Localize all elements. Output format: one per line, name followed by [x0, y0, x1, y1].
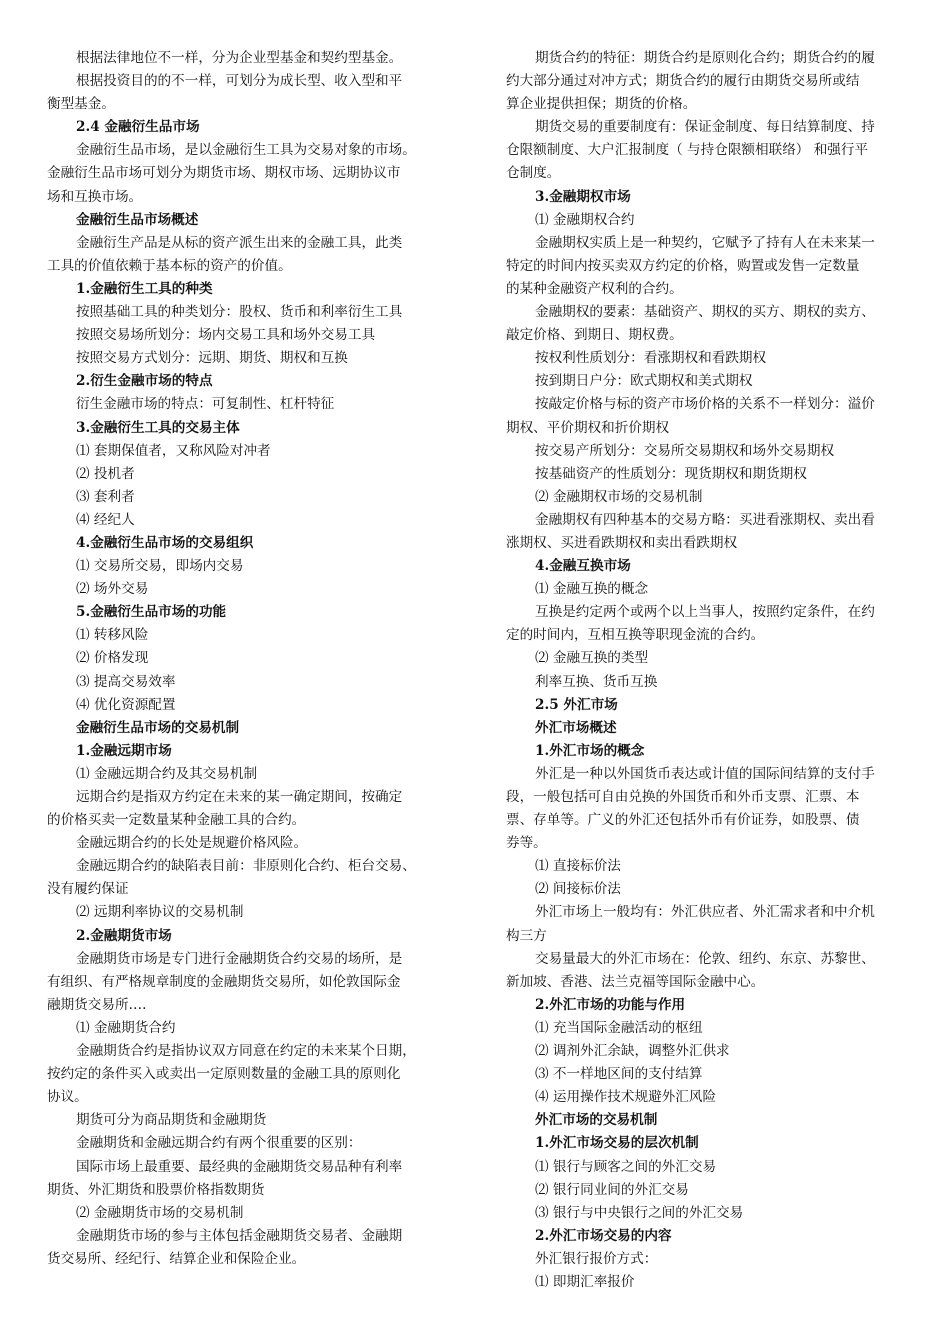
left-text-column [47, 47, 455, 1271]
text-line: 互换是约定两个或两个以上当事人，按照约定条件，在约 [535, 604, 875, 621]
text-line: 外汇是一种以外国货币表达或计值的国际间结算的支付手 [535, 765, 875, 782]
section-heading: 4.金融互换市场 [535, 558, 631, 575]
text-line: ⑴ 直接标价法 [535, 858, 621, 875]
text-line: 约大部分通过对冲方式；期货合约的履行由期货交易所或结 [506, 73, 860, 90]
text-line: 根据法律地位不一样，分为企业型基金和契约型基金。 [76, 50, 403, 66]
section-heading: 1.金融远期市场 [76, 742, 172, 759]
text-line: 仓制度。 [506, 165, 561, 182]
text-line: 按约定的条件买入或卖出一定原则数量的金融工具的原则化 [47, 1066, 401, 1083]
text-line: 按敲定价格与标的资产市场价格的关系不一样划分：溢价 [535, 396, 875, 413]
text-line: ⑴ 金融远期合约及其交易机制 [76, 765, 258, 782]
text-line: ⑵ 金融期权市场的交易机制 [535, 488, 703, 505]
text-line: ⑵ 金融互换的类型 [535, 650, 649, 667]
text-line: 有组织、有严格规章制度的金融期货交易所，如伦敦国际金 [47, 973, 401, 990]
text-line: ⑶ 银行与中央银行之间的外汇交易 [535, 1204, 744, 1221]
text-line: ⑴ 银行与顾客之间的外汇交易 [535, 1158, 717, 1175]
section-heading: 3.金融期权市场 [535, 188, 631, 205]
text-line: 特定的时间内按买卖双方约定的价格，购置或发售一定数量 [506, 257, 860, 274]
text-line: ⑵ 远期利率协议的交易机制 [76, 904, 244, 921]
text-line: 根据投资目的的不一样，可划分为成长型、收入型和平 [76, 73, 403, 90]
text-line: 国际市场上最重要、最经典的金融期货交易品种有利率 [76, 1158, 403, 1175]
text-line: 金融期权有四种基本的交易方略：买进看涨期权、卖出看 [535, 511, 875, 528]
section-heading: 2.4 金融衍生品市场 [76, 119, 200, 136]
text-line: 金融远期合约的长处是规避价格风险。 [76, 835, 308, 852]
text-line: 场和互换市场。 [47, 188, 143, 205]
text-line: 按权利性质划分：看涨期权和看跌期权 [535, 350, 767, 367]
section-heading: 2.衍生金融市场的特点 [76, 373, 213, 390]
text-line: 期权、平价期权和折价期权 [506, 419, 670, 436]
section-heading: 1.外汇市场的概念 [535, 742, 645, 759]
text-line: 期货合约的特征：期货合约是原则化合约；期货合约的履 [535, 50, 875, 66]
text-line: 外汇银行报价方式： [535, 1250, 658, 1267]
text-line: 利率互换、货币互换 [535, 673, 658, 690]
text-line: 工具的价值依赖于基本标的资产的价值。 [47, 257, 292, 274]
text-line: 按照基础工具的种类划分：股权、货币和利率衍生工具 [76, 304, 403, 321]
section-heading: 外汇市场的交易机制 [535, 1112, 658, 1129]
text-line: 按交易产所划分：交易所交易期权和场外交易期权 [535, 442, 835, 459]
text-line: 交易量最大的外汇市场在：伦敦、纽约、东京、苏黎世、 [535, 950, 875, 967]
section-heading: 外汇市场概述 [535, 719, 617, 736]
text-line: ⑴ 交易所交易，即场内交易 [76, 558, 244, 575]
text-line: 金融期货市场的参与主体包括金融期货交易者、金融期 [76, 1227, 403, 1244]
text-line: 新加坡、香港、法兰克福等国际金融中心。 [506, 973, 765, 990]
text-line: 算企业提供担保；期货的价格。 [506, 96, 697, 113]
text-line: 按基础资产的性质划分：现货期权和期货期权 [535, 465, 807, 482]
text-line: ⑴ 即期汇率报价 [535, 1273, 635, 1290]
text-line: ⑶ 提高交易效率 [76, 673, 176, 690]
text-line: ⑴ 转移风险 [76, 627, 149, 644]
text-line: ⑶ 套利者 [76, 488, 135, 505]
right-text-column [506, 47, 904, 1294]
text-line: 按到期日户分：欧式期权和美式期权 [535, 373, 753, 390]
text-line: 金融远期合约的缺陷表目前：非原则化合约、柜台交易、 [76, 858, 416, 875]
text-line: ⑵ 间接标价法 [535, 881, 621, 898]
text-line: 的某种金融资产权利的合约。 [506, 280, 683, 297]
text-line: 定的时间内，互相互换等职现金流的合约。 [506, 627, 765, 644]
text-line: 涨期权、买进看跌期权和卖出看跌期权 [506, 534, 738, 551]
text-line: 构三方 [506, 927, 547, 944]
text-line: 期货、外汇期货和股票价格指数期货 [47, 1181, 265, 1198]
text-line: 期货可分为商品期货和金融期货 [76, 1112, 267, 1129]
text-line: 的价格买卖一定数量某种金融工具的合约。 [47, 812, 306, 829]
section-heading: 2.外汇市场的功能与作用 [535, 996, 686, 1013]
text-line: 协议。 [47, 1089, 88, 1106]
text-line: ⑴ 充当国际金融活动的枢纽 [535, 1019, 703, 1036]
text-line: 票、存单等。广义的外汇还包括外币有价证券，如股票、债 [506, 812, 860, 829]
text-line: 按照交易方式划分：远期、期货、期权和互换 [76, 350, 348, 367]
section-heading: 1.外汇市场交易的层次机制 [535, 1135, 699, 1152]
text-line: ⑵ 场外交易 [76, 581, 149, 598]
text-line: 金融期货市场是专门进行金融期货合约交易的场所，是 [76, 950, 403, 967]
text-line: 券等。 [506, 835, 547, 852]
section-heading: 3.金融衍生工具的交易主体 [76, 419, 240, 436]
section-heading: 2.5 外汇市场 [535, 696, 618, 713]
text-line: 没有履约保证 [47, 881, 129, 898]
text-line: 金融衍生品市场，是以金融衍生工具为交易对象的市场。 [76, 142, 416, 159]
text-line: 仓限额制度、大户汇报制度（ 与持仓限额相联络） 和强行平 [506, 142, 869, 159]
text-line: ⑵ 投机者 [76, 465, 135, 482]
text-line: ⑶ 不一样地区间的支付结算 [535, 1066, 703, 1083]
text-line: 金融衍生品市场可划分为期货市场、期权市场、远期协议市 [47, 165, 401, 182]
text-line: 货交易所、经纪行、结算企业和保险企业。 [47, 1250, 306, 1267]
text-line: ⑵ 调剂外汇余缺，调整外汇供求 [535, 1043, 730, 1060]
text-line: ⑴ 套期保值者，又称风险对冲者 [76, 442, 271, 459]
section-heading: 2.外汇市场交易的内容 [535, 1227, 672, 1244]
section-heading: 金融衍生品市场概述 [76, 211, 199, 228]
text-line: 金融衍生产品是从标的资产派生出来的金融工具，此类 [76, 234, 403, 251]
text-line: ⑷ 优化资源配置 [76, 696, 176, 713]
text-line: 远期合约是指双方约定在未来的某一确定期间，按确定 [76, 789, 403, 805]
text-line: 按照交易场所划分：场内交易工具和场外交易工具 [76, 327, 376, 344]
section-heading: 2.金融期货市场 [76, 927, 172, 944]
section-heading: 4.金融衍生品市场的交易组织 [76, 534, 254, 551]
text-line: 外汇市场上一般均有：外汇供应者、外汇需求者和中介机 [535, 904, 875, 921]
section-heading: 金融衍生品市场的交易机制 [76, 719, 240, 736]
text-line: 段，一般包括可自由兑换的外国货币和外币支票、汇票、本 [506, 789, 860, 805]
text-line: 衍生金融市场的特点：可复制性、杠杆特征 [76, 396, 335, 413]
text-line: 敲定价格、到期日、期权费。 [506, 327, 683, 344]
text-line: 金融期货和金融远期合约有两个很重要的区别： [76, 1135, 362, 1152]
text-line: ⑴ 金融期货合约 [76, 1019, 176, 1036]
text-line: 金融期货合约是指协议双方同意在约定的未来某个日期， [76, 1043, 416, 1060]
text-line: ⑷ 运用操作技术规避外汇风险 [535, 1089, 717, 1106]
text-line: ⑵ 银行同业间的外汇交易 [535, 1181, 689, 1198]
text-line: ⑵ 金融期货市场的交易机制 [76, 1204, 244, 1221]
text-line: ⑵ 价格发现 [76, 650, 149, 667]
text-line: ⑷ 经纪人 [76, 511, 135, 528]
text-line: ⑴ 金融互换的概念 [535, 581, 649, 598]
section-heading: 5.金融衍生品市场的功能 [76, 604, 227, 621]
section-heading: 1.金融衍生工具的种类 [76, 280, 213, 297]
text-line: 融期货交易所…. [47, 996, 147, 1013]
text-line: ⑴ 金融期权合约 [535, 211, 635, 228]
text-line: 金融期权的要素：基础资产、期权的买方、期权的卖方、 [535, 304, 875, 321]
text-line: 衡型基金。 [47, 96, 115, 113]
text-line: 金融期权实质上是一种契约，它赋予了持有人在未来某一 [535, 234, 875, 251]
text-line: 期货交易的重要制度有：保证金制度、每日结算制度、持 [535, 119, 875, 136]
